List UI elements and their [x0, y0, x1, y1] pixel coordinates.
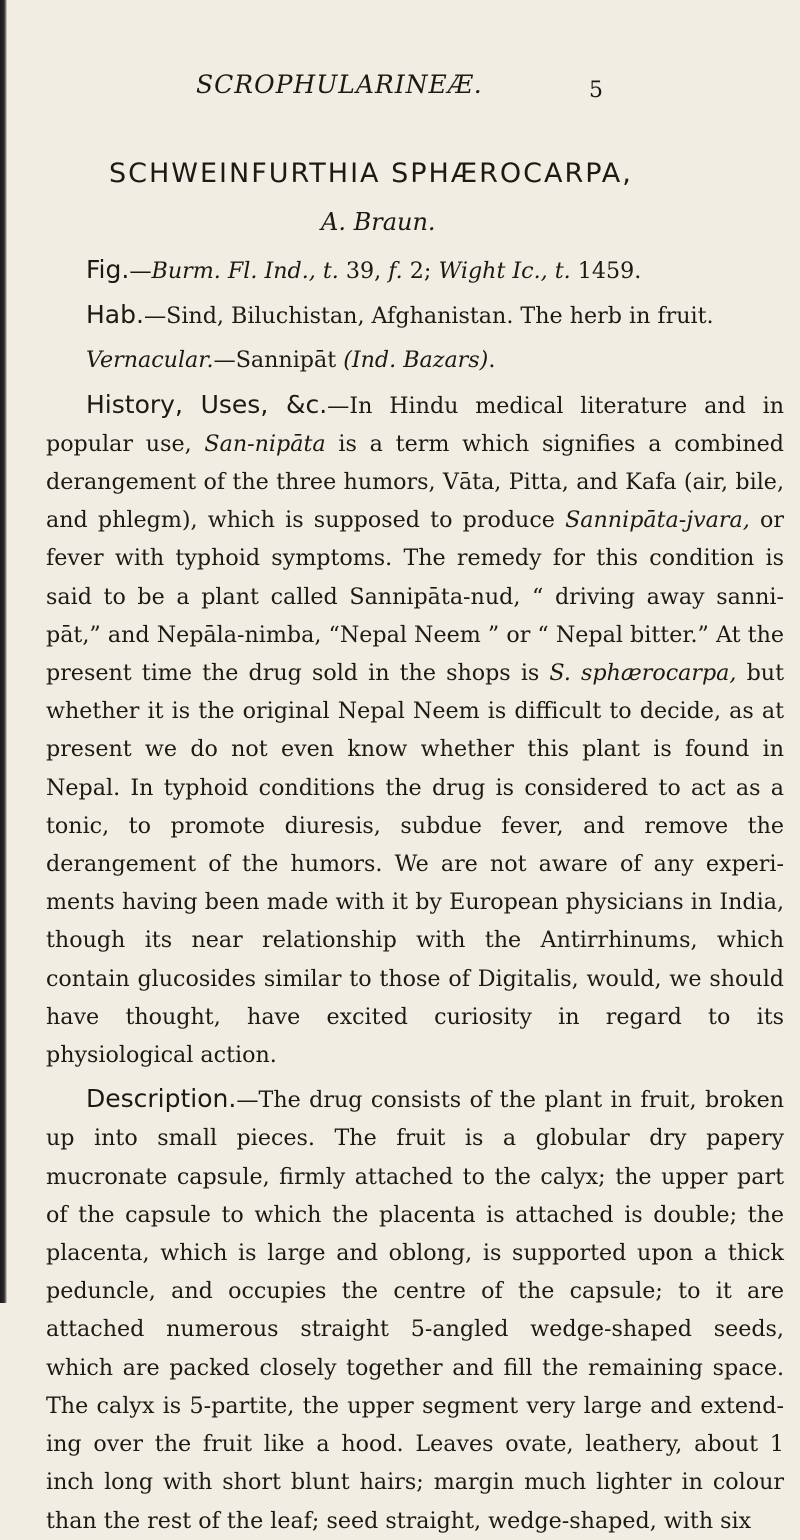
fig-text: — — [129, 258, 152, 284]
running-header: SCROPHULARINEÆ. — [196, 70, 483, 99]
fig-text: 39, — [338, 258, 389, 284]
vernacular-paragraph — [46, 341, 784, 379]
vernacular-end: . — [488, 347, 496, 374]
fig-reference: Burm. Fl. Ind., t. — [151, 258, 339, 284]
description-paragraph — [46, 1080, 784, 1539]
species-title: SCHWEINFURTHIA SPHÆROCARPA, — [109, 158, 633, 189]
history-paragraph — [46, 386, 784, 1075]
description-text: —The drug consists of the plant in fruit, broken up into small pieces. The fruit is a globular dry papery mucronate capsule, firmly attached to the calyx; the upper part of the capsule to which the placenta is attached is double; the placenta, which is large and oblong, is supported upon a thick peduncle, and occupies the centre of the capsule; to it are attached numerous straight 5-angled wedge-shaped seeds, which are packed closely together and fill the remaining space. The calyx is 5-partite, the upper segment very large and extend-ing over the fruit like a hood. Leaves ovate, leathery, about 1 inch long with short blunt hairs; margin much lighter in colour than the rest of the leaf; seed straight, wedge-shaped, with six — [46, 1087, 784, 1534]
species-authority: A. Braun. — [321, 208, 436, 236]
history-heading: History, Uses, &c. — [86, 389, 328, 419]
fig-text: 2; — [402, 258, 439, 284]
history-term: San-nipāta — [204, 430, 326, 457]
fig-paragraph — [46, 251, 784, 290]
habitat-text: —Sind, Biluchistan, Afghanistan. The herb in fruit. — [143, 303, 714, 330]
page-binding-edge — [0, 0, 7, 1303]
vernacular-text: —Sannipāt — [213, 347, 344, 374]
article-body — [46, 251, 784, 1540]
vernacular-heading: Vernacular. — [86, 347, 214, 374]
fig-reference: Wight Ic., t. — [438, 258, 571, 284]
history-term: Sannipāta-jvara, — [565, 507, 750, 534]
habitat-heading: Hab. — [86, 300, 144, 330]
book-page — [46, 0, 786, 1534]
fig-heading: Fig. — [86, 255, 130, 284]
vernacular-source: (Ind. Bazars) — [343, 347, 489, 374]
fig-reference: f. — [388, 258, 403, 284]
history-text: or fever with typhoid symptoms. The remedy for this condition is said to be a plant called Sannipāta-nud, “ driving away sanni-pāt,” and Nepāla-nimba, “Nepal Neem ” or “ Nepal bitter.” At the present time the drug sold in the shops is — [46, 507, 784, 687]
history-text: —In Hindu medical literature and in popular use, — [46, 392, 784, 457]
history-term: S. sphærocarpa, — [549, 660, 737, 687]
history-text: is a term which signifies a combined derangement of the three humors, Vāta, Pitta, and Kafa (air, bile, and phlegm), which is supposed to produce — [46, 430, 784, 534]
page-number: 5 — [589, 78, 603, 103]
description-heading: Description. — [86, 1084, 237, 1114]
habitat-paragraph — [46, 296, 784, 335]
fig-text: 1459. — [570, 258, 642, 284]
history-text: but whether it is the original Nepal Neem is difficult to decide, as at present we do not even know whether this plant is found in Nepal. In typhoid conditions the drug is considered to act as a tonic, to promote diuresis, subdue fever, and remove the derangement of the humors. We are not aware of any experi-ments having been made with it by European physicians in India, though its near relationship with the Antirrhinums, which contain glucosides similar to those of Digitalis, would, we should have thought, have excited curiosity in regard to its physiological action. — [46, 660, 784, 1069]
